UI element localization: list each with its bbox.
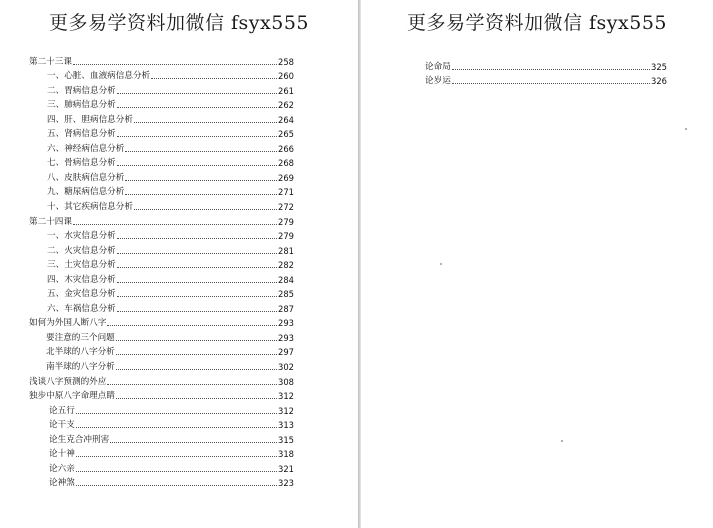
toc-entry-title: 八、皮肤病信息分析 [47,172,125,183]
dot-leader [125,194,277,195]
toc-entry [29,271,294,286]
toc-entry [29,169,294,184]
toc-entry [29,286,294,301]
toc-entry-page-number: 293 [278,318,294,329]
toc-entry [29,402,294,417]
toc-entry-page-number: 293 [278,332,294,343]
toc-entry-title: 一、心脏、血液病信息分析 [47,71,151,82]
dot-leader [117,311,277,312]
toc-entry-page-number: 313 [278,420,294,431]
toc-entry [29,431,294,446]
toc-entry [29,475,294,490]
left-page-banner: 更多易学资料加微信 fsyx555 [48,12,310,34]
dot-leader [116,398,277,399]
dot-leader [110,442,277,443]
toc-entry-title: 北半球的八字分析 [46,347,115,358]
toc-entry-page-number: 264 [278,114,294,125]
dot-leader [76,427,277,428]
toc-entry-page-number: 271 [278,187,294,198]
toc-entry-title: 浅谈八字预测的外应 [29,376,107,387]
dot-leader [117,267,277,268]
toc-entry-title: 三、土灾信息分析 [47,260,116,271]
toc-entry-title: 五、金灾信息分析 [47,289,116,300]
toc-entry-title: 论神煞 [49,478,75,489]
toc-entry-page-number: 265 [278,129,294,140]
toc-entry-page-number: 272 [278,202,294,213]
dot-leader [76,413,277,414]
dot-leader [116,340,277,341]
toc-entry [29,373,294,388]
dot-leader [117,93,277,94]
dot-leader [76,471,277,472]
toc-entry [29,184,294,199]
toc-entry-title: 四、肝、胆病信息分析 [47,114,133,125]
toc-entry-title: 论五行 [49,405,75,416]
scan-speck [685,128,687,130]
toc-entry [29,155,294,170]
toc-entry-title: 九、糖尿病信息分析 [47,187,125,198]
toc-entry [425,73,667,88]
toc-entry-title: 论干支 [49,420,75,431]
scan-speck [440,263,442,265]
toc-entry-page-number: 312 [278,391,294,402]
toc-entry-page-number: 302 [278,362,294,373]
toc-entry-page-number: 261 [278,85,294,96]
toc-entry-title: 十、其它疾病信息分析 [47,202,133,213]
toc-entry [29,329,294,344]
dot-leader [76,456,277,457]
toc-entry [29,140,294,155]
toc-entry-page-number: 282 [278,260,294,271]
dot-leader [116,354,277,355]
toc-entry [29,300,294,315]
scan-speck [561,440,563,442]
toc-entry-page-number: 258 [278,56,294,67]
toc-entry [29,388,294,403]
dot-leader [134,209,277,210]
toc-entry-page-number: 279 [278,231,294,242]
toc-entry-page-number: 269 [278,172,294,183]
toc-entry-title: 论十神 [49,449,75,460]
toc-entry-title: 第二十四课 [29,216,72,227]
dot-leader [134,122,277,123]
toc-entry-page-number: 281 [278,245,294,256]
toc-entry-title: 第二十三课 [29,56,72,67]
dot-leader [117,107,277,108]
dot-leader [125,180,277,181]
dot-leader [116,369,277,370]
toc-entry-title: 二、胃病信息分析 [47,85,116,96]
dot-leader [151,78,277,79]
toc-entry [29,460,294,475]
toc-entry-page-number: 321 [278,463,294,474]
dot-leader [107,384,277,385]
dot-leader [117,136,277,137]
toc-entry [425,58,667,73]
toc-entry [29,417,294,432]
dot-leader [125,151,277,152]
toc-entry-page-number: 326 [651,76,667,87]
toc-entry-page-number: 279 [278,216,294,227]
toc-entry [29,228,294,243]
toc-entry-page-number: 266 [278,143,294,154]
toc-entry-title: 独步中原八字命理点睛 [29,391,115,402]
toc-entry-page-number: 260 [278,71,294,82]
right-page-banner: 更多易学资料加微信 fsyx555 [406,12,668,34]
dot-leader [73,224,277,225]
toc-entry [29,82,294,97]
toc-entry-title: 要注意的三个问题 [46,332,115,343]
toc-entry [29,97,294,112]
toc-entry [29,126,294,141]
toc-entry [29,198,294,213]
dot-leader [452,83,650,84]
toc-entry-page-number: 297 [278,347,294,358]
toc-entry-page-number: 268 [278,158,294,169]
toc-entry-page-number: 318 [278,449,294,460]
toc-entry-page-number: 325 [651,61,667,72]
toc-entry [29,257,294,272]
toc-entry [29,213,294,228]
toc-entry-title: 七、骨病信息分析 [47,158,116,169]
toc-entry-page-number: 285 [278,289,294,300]
toc-entry [29,358,294,373]
right-toc-list [425,58,667,87]
toc-entry [29,242,294,257]
dot-leader [107,325,277,326]
toc-entry [29,446,294,461]
toc-entry-page-number: 312 [278,405,294,416]
toc-entry [29,68,294,83]
toc-entry-title: 一、水灾信息分析 [47,231,116,242]
dot-leader [73,64,277,65]
right-page [361,0,713,528]
toc-entry-title: 论生克合冲刑害 [49,434,110,445]
toc-entry-title: 论六亲 [49,463,75,474]
dot-leader [117,238,277,239]
dot-leader [117,253,277,254]
toc-entry-page-number: 287 [278,303,294,314]
dot-leader [117,282,277,283]
toc-entry-title: 三、肺病信息分析 [47,100,116,111]
dot-leader [452,69,650,70]
toc-entry-page-number: 262 [278,100,294,111]
toc-entry-title: 五、肾病信息分析 [47,129,116,140]
toc-entry-title: 论命局 [425,61,451,72]
left-toc-list [29,53,294,489]
toc-entry-page-number: 315 [278,434,294,445]
toc-entry-page-number: 323 [278,478,294,489]
dot-leader [117,165,277,166]
toc-entry [29,111,294,126]
toc-entry [29,315,294,330]
toc-entry-title: 二、火灾信息分析 [47,245,116,256]
toc-entry [29,53,294,68]
dot-leader [117,296,277,297]
toc-entry-title: 六、车祸信息分析 [47,303,116,314]
toc-entry-title: 四、木灾信息分析 [47,274,116,285]
dot-leader [76,485,277,486]
toc-entry-title: 论岁运 [425,76,451,87]
toc-entry-title: 如何为外国人断八字 [29,318,107,329]
toc-entry-page-number: 308 [278,376,294,387]
toc-entry-title: 六、神经病信息分析 [47,143,125,154]
toc-entry [29,344,294,359]
toc-entry-title: 南半球的八字分析 [46,362,115,373]
toc-entry-page-number: 284 [278,274,294,285]
